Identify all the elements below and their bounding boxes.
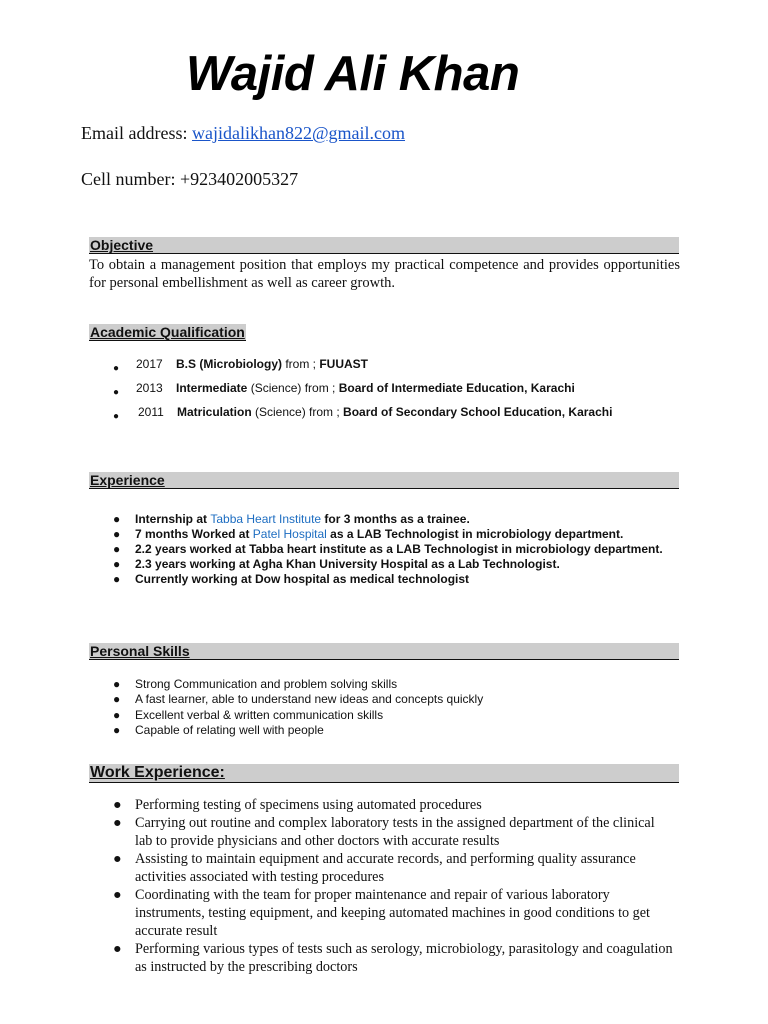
experience-text: 2.2 years worked at Tabba heart institute as a LAB Technologist in microbiology department. bbox=[135, 542, 663, 556]
work-text: Carrying out routine and complex laboratory tests in the assigned department of the clinical lab to provide physicians and other doctors with accurate results bbox=[135, 815, 655, 849]
education-detail bbox=[176, 380, 575, 396]
bullet-icon: ● bbox=[113, 677, 121, 691]
bullet-icon: ● bbox=[113, 815, 122, 831]
experience-text-end: as a LAB Technologist in microbiology department. bbox=[326, 527, 624, 541]
education-institution: Board of Intermediate Education, Karachi bbox=[338, 381, 575, 395]
bullet-icon: ● bbox=[113, 557, 121, 571]
skill-item bbox=[113, 677, 673, 692]
bullet-icon: ● bbox=[113, 851, 122, 867]
bullet-icon: ● bbox=[113, 941, 122, 957]
objective-text: To obtain a management position that employs my practical competence and provides opportunities for personal embellishment as well as career growth. bbox=[89, 257, 680, 291]
section-academic-title: Academic Qualification bbox=[90, 324, 245, 340]
experience-list bbox=[113, 512, 673, 587]
section-work-experience bbox=[89, 764, 679, 783]
phone-value: +923402005327 bbox=[179, 169, 299, 189]
experience-text: 2.3 years working at Agha Khan University Hospital as a Lab Technologist. bbox=[135, 557, 560, 571]
section-experience-title: Experience bbox=[90, 472, 165, 488]
education-institution: Board of Secondary School Education, Karachi bbox=[343, 405, 613, 419]
experience-item bbox=[113, 512, 673, 527]
education-item bbox=[110, 403, 710, 427]
section-experience bbox=[89, 472, 679, 489]
education-sub: (Science) bbox=[247, 381, 302, 395]
work-list bbox=[113, 796, 673, 976]
bullet-icon: ● bbox=[113, 387, 120, 398]
bullet-icon: ● bbox=[113, 542, 121, 556]
skill-item bbox=[113, 708, 673, 723]
phone-line bbox=[81, 168, 298, 190]
work-item bbox=[113, 940, 673, 976]
experience-item bbox=[113, 527, 673, 542]
education-item bbox=[110, 379, 710, 403]
skill-text: Excellent verbal & written communication skills bbox=[135, 707, 384, 722]
experience-place: Tabba Heart Institute bbox=[210, 512, 322, 526]
education-from: from ; bbox=[305, 405, 344, 419]
section-objective bbox=[89, 237, 679, 254]
education-degree: Intermediate bbox=[176, 381, 248, 395]
skill-text: A fast learner, able to understand new ideas and concepts quickly bbox=[135, 692, 484, 707]
bullet-icon: ● bbox=[113, 707, 121, 722]
experience-item bbox=[113, 557, 673, 572]
experience-place: Patel Hospital bbox=[252, 527, 327, 541]
skill-text: Capable of relating well with people bbox=[135, 722, 324, 737]
skill-item bbox=[113, 692, 673, 707]
education-list bbox=[110, 355, 710, 427]
phone-label: Cell number: bbox=[81, 169, 180, 189]
education-year: 2017 bbox=[136, 357, 163, 371]
section-objective-title: Objective bbox=[90, 237, 154, 253]
experience-item bbox=[113, 542, 673, 557]
section-skills-title: Personal Skills bbox=[90, 643, 190, 659]
email-label: Email address: bbox=[81, 123, 192, 143]
skill-text: Strong Communication and problem solving skills bbox=[135, 677, 398, 691]
experience-text: Internship at bbox=[135, 512, 211, 526]
bullet-icon: ● bbox=[113, 692, 121, 707]
education-detail bbox=[177, 404, 612, 420]
education-year: 2013 bbox=[136, 381, 163, 395]
bullet-icon: ● bbox=[113, 527, 121, 541]
email-link[interactable]: wajidalikhan822@gmail.com bbox=[191, 123, 406, 143]
bullet-icon: ● bbox=[113, 887, 122, 903]
experience-text-end: for 3 months as a trainee. bbox=[321, 512, 470, 526]
section-work-title: Work Experience: bbox=[90, 764, 225, 781]
work-text: Coordinating with the team for proper maintenance and repair of various laboratory instruments, testing equipment, and keeping automated machines in good conditions to get accurate result bbox=[135, 887, 650, 939]
education-degree: B.S (Microbiology) bbox=[176, 357, 282, 371]
bullet-icon: ● bbox=[113, 797, 122, 813]
bullet-icon: ● bbox=[113, 512, 121, 526]
section-academic bbox=[89, 324, 246, 341]
education-sub: (Science) bbox=[251, 405, 306, 419]
section-personal-skills bbox=[89, 643, 679, 660]
experience-item bbox=[113, 572, 673, 587]
work-text: Performing testing of specimens using automated procedures bbox=[135, 797, 482, 813]
education-from: from ; bbox=[301, 381, 339, 395]
work-item bbox=[113, 886, 673, 940]
education-year: 2011 bbox=[138, 405, 164, 419]
work-item bbox=[113, 796, 673, 814]
email-line bbox=[81, 122, 405, 144]
work-text: Performing various types of tests such as serology, microbiology, parasitology and coagulation as instructed by the prescribing doctors bbox=[135, 941, 673, 975]
skills-list bbox=[113, 677, 673, 738]
work-item bbox=[113, 814, 673, 850]
education-detail bbox=[176, 356, 368, 372]
bullet-icon: ● bbox=[113, 722, 121, 737]
work-item bbox=[113, 850, 673, 886]
skill-item bbox=[113, 723, 673, 738]
education-item bbox=[110, 355, 710, 379]
experience-text: Currently working at Dow hospital as medical technologist bbox=[135, 572, 470, 586]
education-institution: FUUAST bbox=[319, 357, 369, 371]
work-text: Assisting to maintain equipment and accurate records, and performing quality assurance activities associated with testing procedures bbox=[135, 851, 636, 885]
bullet-icon: ● bbox=[113, 363, 120, 374]
experience-text: 7 months Worked at bbox=[135, 527, 253, 541]
education-degree: Matriculation bbox=[177, 405, 252, 419]
bullet-icon: ● bbox=[113, 411, 120, 422]
candidate-name: Wajid Ali Khan bbox=[186, 47, 520, 101]
education-from: from ; bbox=[282, 357, 320, 371]
bullet-icon: ● bbox=[113, 572, 121, 586]
